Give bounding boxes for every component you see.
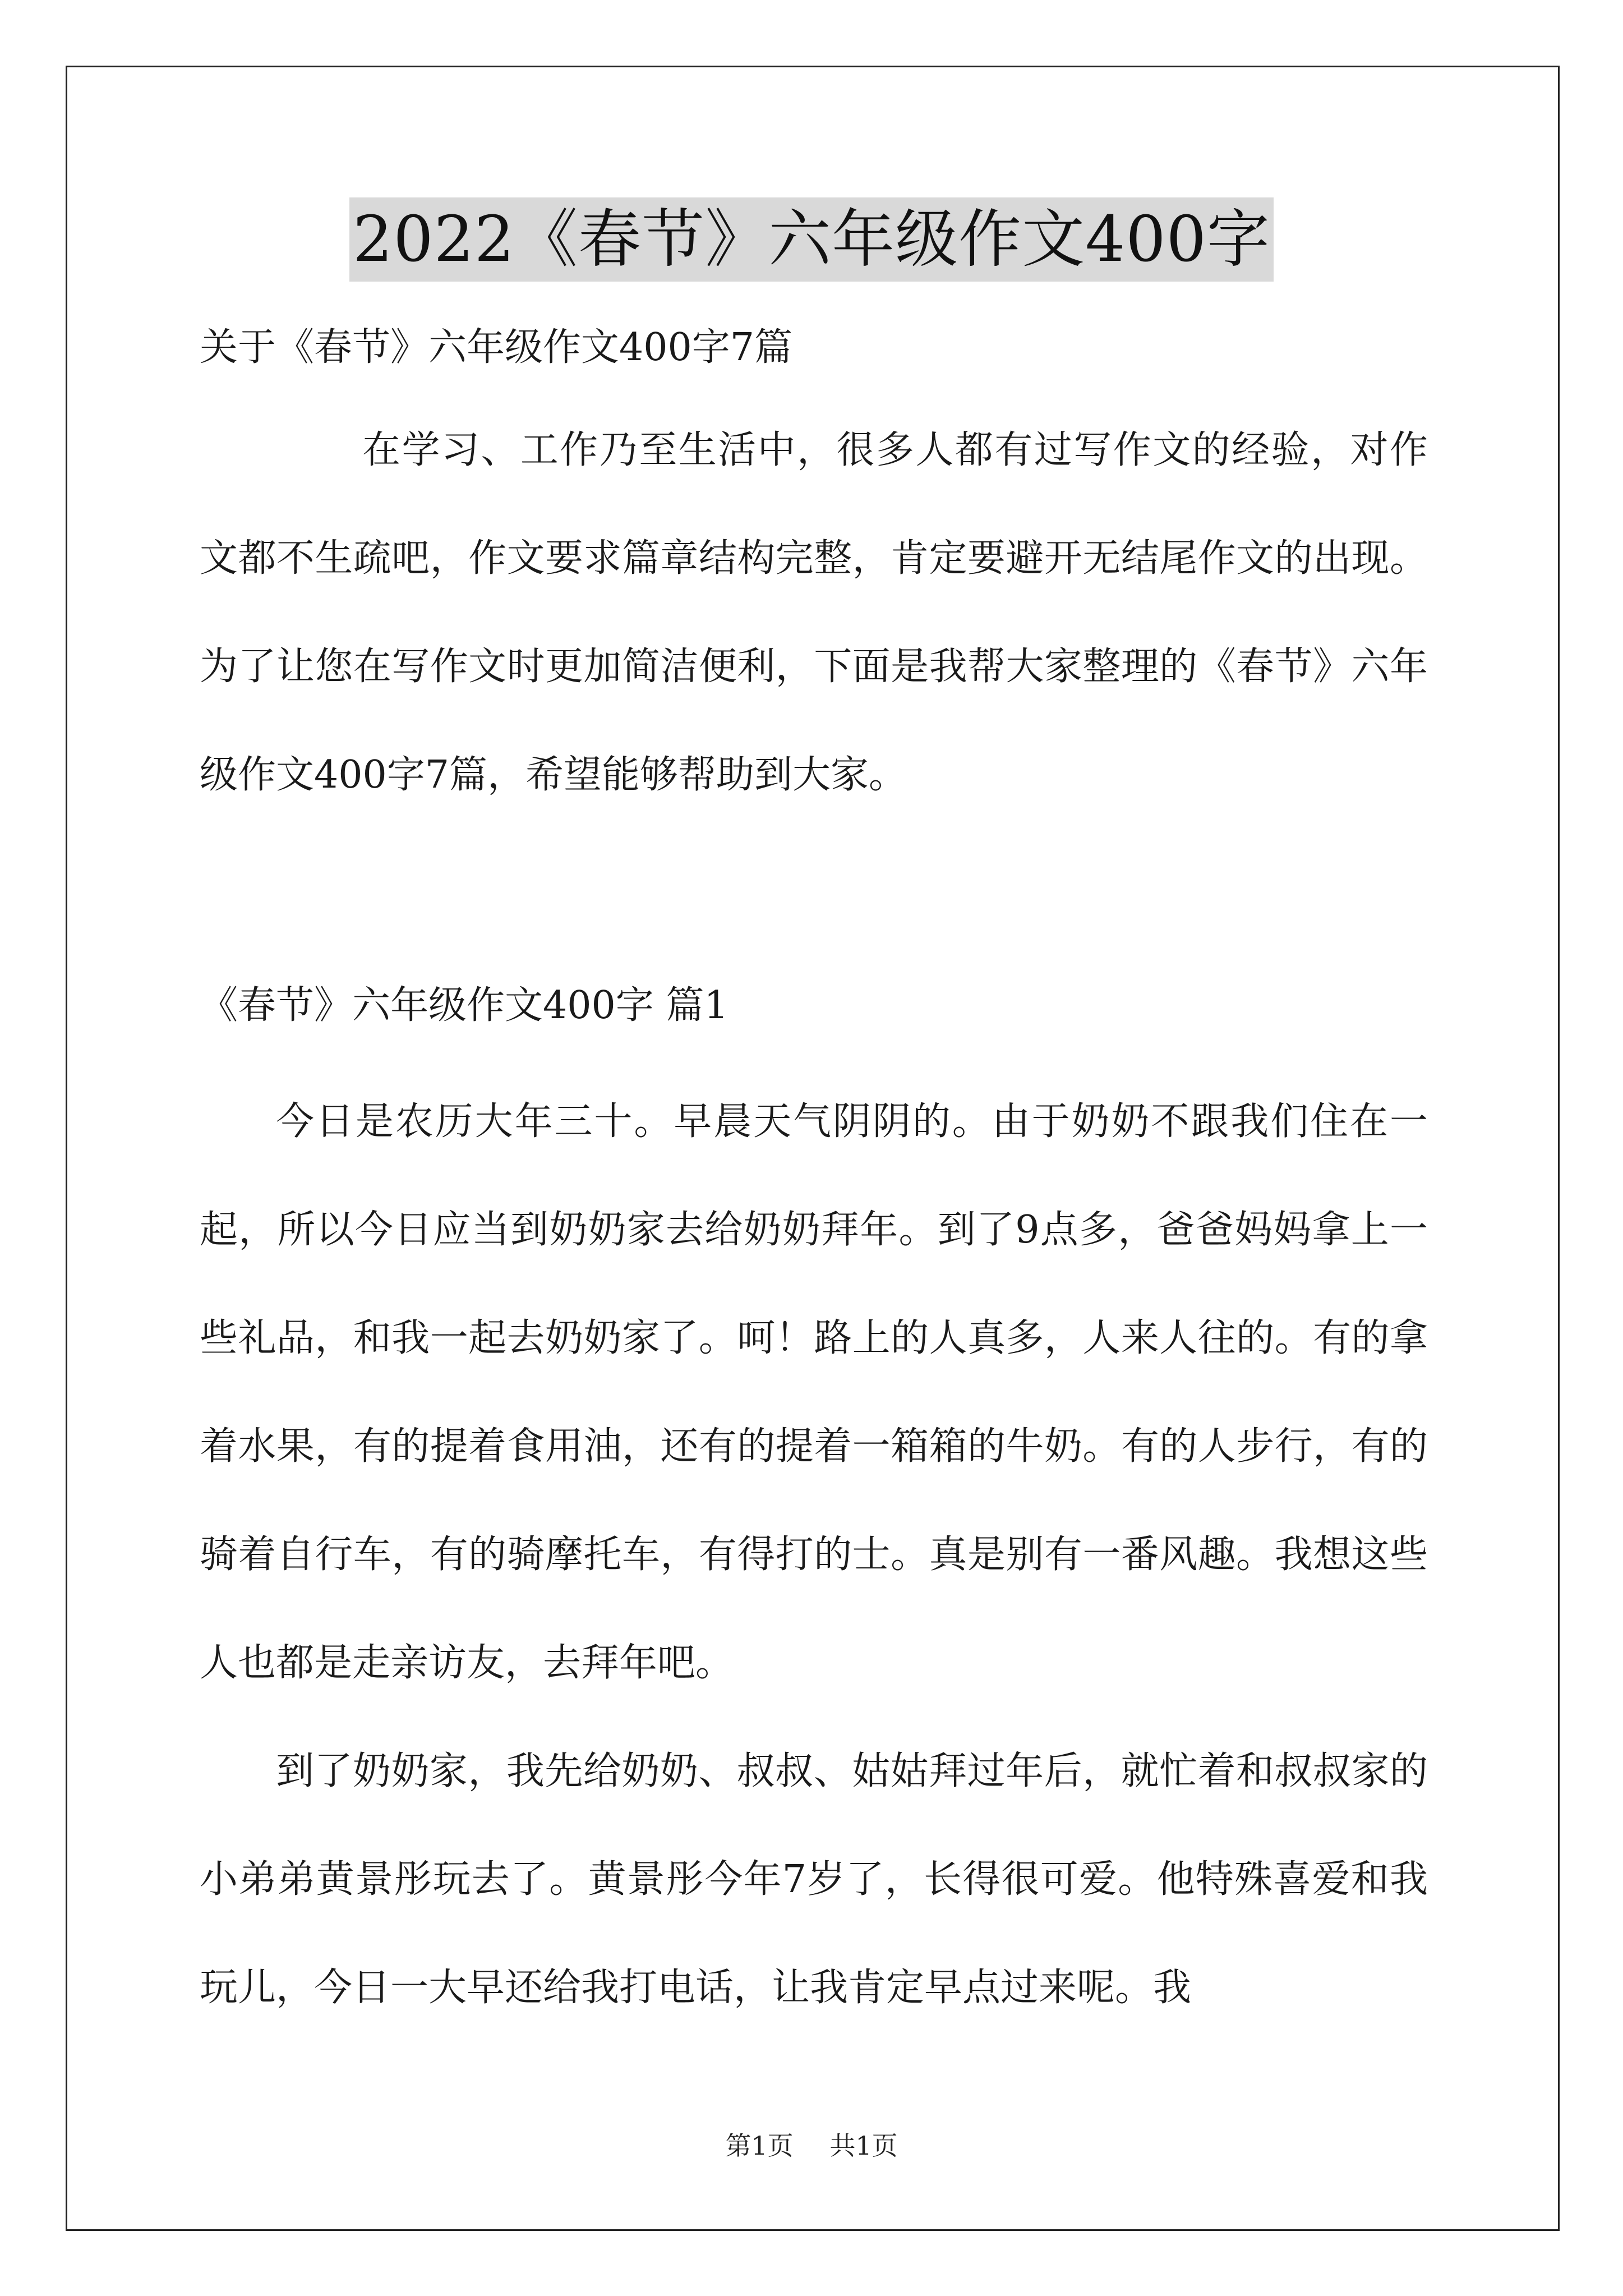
- title-container: [0, 197, 1623, 282]
- intro-paragraph: 在学习、工作乃至生活中，很多人都有过写作文的经验，对作文都不生疏吧，作文要求篇章结构完整，肯定要避开无结尾作文的出现。为了让您在写作文时更加简洁便利，下面是我帮大家整理的《春节》六年级作文400字7篇，希望能够帮助到大家。: [200, 428, 1428, 797]
- page-footer: [0, 2129, 1623, 2162]
- page-number-total: 共1页: [829, 2131, 898, 2161]
- body-paragraph: 今日是农历大年三十。早晨天气阴阴的。由于奶奶不跟我们住在一起，所以今日应当到奶奶家去给奶奶拜年。到了9点多，爸爸妈妈拿上一些礼品，和我一起去奶奶家了。呵！路上的人真多，人来人往的。有的拿着水果，有的提着食用油，还有的提着一箱箱的牛奶。有的人步行，有的骑着自行车，有的骑摩托车，有得打的士。真是别有一番风趣。我想这些人也都是走亲访友，去拜年吧。: [200, 1099, 1428, 1685]
- document-title: 2022《春节》六年级作文400字: [349, 197, 1274, 282]
- body-paragraph: 到了奶奶家，我先给奶奶、叔叔、姑姑拜过年后，就忙着和叔叔家的小弟弟黄景彤玩去了。黄景彤今年7岁了，长得很可爱。他特殊喜爱和我玩儿，今日一大早还给我打电话，让我肯定早点过来呢。我: [200, 1749, 1428, 2010]
- section-heading: 《春节》六年级作文400字 篇1: [200, 983, 728, 1028]
- page-number-current: 第1页: [725, 2131, 794, 2161]
- document-body: [200, 314, 1428, 2042]
- document-subtitle: 关于《春节》六年级作文400字7篇: [200, 325, 793, 370]
